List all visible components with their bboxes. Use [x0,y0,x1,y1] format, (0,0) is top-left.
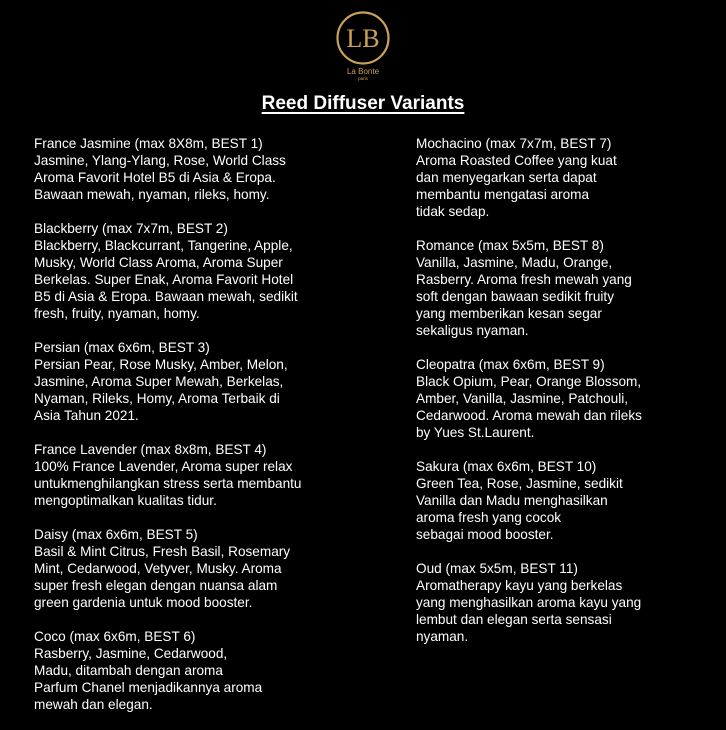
variant-description: Jasmine, Ylang-Ylang, Rose, World Class Aroma Favorit Hotel B5 di Asia & Eropa. Bawaan mewah, nyaman, rileks, homy. [34,153,286,202]
variant-description: Rasberry, Jasmine, Cedarwood, Madu, ditambah dengan aroma Parfum Chanel menjadikannya aroma mewah dan elegan. [34,646,263,712]
variant-heading: Mochacino (max 7x7m, BEST 7) [416,136,612,151]
brand-logo [333,10,393,84]
variant-persian [34,339,406,424]
variant-oud [416,560,722,645]
brand-subtitle: paris [358,76,368,81]
variant-heading: Cleopatra (max 6x6m, BEST 9) [416,357,605,372]
variant-description: Aroma Roasted Coffee yang kuat dan menyegarkan serta dapat membantu mengatasi aroma tidak sedap. [416,153,617,219]
variant-daisy [34,526,406,611]
variant-heading: France Jasmine (max 8X8m, BEST 1) [34,136,263,151]
variant-blackberry [34,220,406,322]
brand-name: La Bonte [346,67,380,76]
variant-france-jasmine [34,135,406,203]
variant-description: 100% France Lavender, Aroma super relax untukmenghilangkan stress serta membantu mengoptimalkan kualitas tidur. [34,459,302,508]
variant-sakura [416,458,722,543]
variant-description: Basil & Mint Citrus, Fresh Basil, Rosemary Mint, Cedarwood, Vetyver, Musky. Aroma super fresh elegan dengan nuansa alam green gardenia untuk mood booster. [34,544,291,610]
monogram-text: LB [346,24,380,53]
variant-description: Black Opium, Pear, Orange Blossom, Amber, Vanilla, Jasmine, Patchouli, Cedarwood. Aroma mewah dan rileks by Yues St.Laurent. [416,374,642,440]
variant-france-lavender [34,441,406,509]
variant-heading: Daisy (max 6x6m, BEST 5) [34,527,198,542]
variant-heading: Oud (max 5x5m, BEST 11) [416,561,578,576]
variant-heading: Romance (max 5x5m, BEST 8) [416,238,604,253]
variant-cleopatra [416,356,722,441]
left-column [34,135,406,730]
variant-description: Persian Pear, Rose Musky, Amber, Melon, Jasmine, Aroma Super Mewah, Berkelas, Nyaman, Rileks, Homy, Aroma Terbaik di Asia Tahun 2021. [34,357,288,423]
page-title-text: Reed Diffuser Variants [261,93,465,114]
variant-description: Vanilla, Jasmine, Madu, Orange, Rasberry. Aroma fresh mewah yang soft dengan bawaan sedikit fruity yang memberikan kesan segar sekaligus nyaman. [416,255,632,338]
page-title [0,92,726,116]
variant-description: Green Tea, Rose, Jasmine, sedikit Vanilla dan Madu menghasilkan aroma fresh yang cocok sebagai mood booster. [416,476,623,542]
variant-coco [34,628,406,713]
variant-heading: Persian (max 6x6m, BEST 3) [34,340,210,355]
variant-heading: France Lavender (max 8x8m, BEST 4) [34,442,267,457]
variant-description: Aromatherapy kayu yang berkelas yang menghasilkan aroma kayu yang lembut dan elegan serta sensasi nyaman. [416,578,642,644]
variant-heading: Sakura (max 6x6m, BEST 10) [416,459,597,474]
variant-romance [416,237,722,339]
variant-mochacino [416,135,722,220]
right-column [416,135,722,662]
variant-heading: Coco (max 6x6m, BEST 6) [34,629,196,644]
variant-heading: Blackberry (max 7x7m, BEST 2) [34,221,228,236]
monogram-icon [335,10,391,66]
variant-description: Blackberry, Blackcurrant, Tangerine, Apple, Musky, World Class Aroma, Aroma Super Berkelas. Super Enak, Aroma Favorit Hotel B5 di Asia & Eropa. Bawaan mewah, sedikit fresh, fruity, nyaman, homy. [34,238,298,321]
